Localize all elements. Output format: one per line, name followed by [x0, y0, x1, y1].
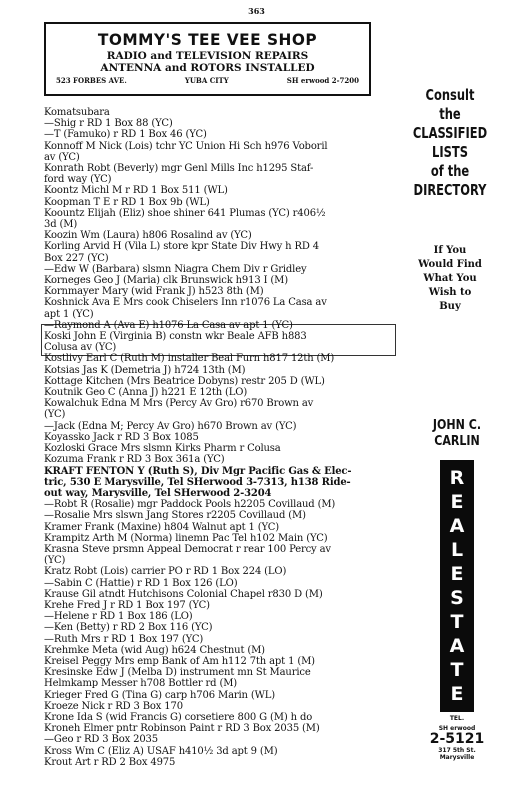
real-estate-letter: T [450, 610, 464, 633]
carlin-exchange: SH erwood [438, 725, 476, 732]
consult-line: DIRECTORY [413, 181, 487, 199]
directory-entry-line: —Helene r RD 1 Box 186 (LO) [44, 611, 193, 623]
directory-entry-line: Kross Wm C (Eliz A) USAF h410½ 3d apt 9 (M) [44, 745, 278, 757]
directory-entry-line: ford way (YC) [44, 174, 112, 186]
directory-entry-line: —Sabin C (Hattie) r RD 1 Box 126 (LO) [44, 577, 238, 589]
john-c-carlin-real-estate-ad [416, 418, 498, 761]
consult-line: Consult [425, 86, 475, 104]
directory-entry-line: KRAFT FENTON Y (Ruth S), Div Mgr Pacific Gas & Elec- [44, 465, 352, 477]
directory-entry-line: Koopman T E r RD 1 Box 9b (WL) [44, 196, 210, 208]
directory-entry-line: Kozloski Grace Mrs slsmn Kirks Pharm r Colusa [44, 443, 281, 455]
directory-entry-line: Kostlivy Earl C (Ruth M) installer Beal Furn h817 12th (M) [44, 353, 335, 365]
carlin-phone-number: 2-5121 [429, 731, 485, 747]
directory-entry-line: Helmkamp Messer h708 Bottler rd (M) [44, 678, 238, 690]
find-line: Would Find [418, 259, 482, 270]
directory-entry-line: Kotsias Jas K (Demetria J) h724 13th (M) [44, 364, 246, 376]
consult-line: CLASSIFIED [412, 124, 488, 142]
directory-entry-line: Krause Gil atndt Hutchisons Colonial Chapel r830 D (M) [44, 588, 323, 600]
directory-entry-line: out way, Marysville, Tel SHerwood 2-3204 [44, 487, 272, 499]
real-estate-letter: E [450, 562, 464, 585]
find-line: If You [433, 245, 467, 256]
directory-entry-line: Kreisel Peggy Mrs emp Bank of Am h112 7th apt 1 (M) [44, 655, 315, 667]
directory-entry-line: apt 1 (YC) [44, 308, 94, 320]
carlin-street: 317 5th St. [438, 747, 476, 754]
directory-entry-line: Krout Art r RD 2 Box 4975 [44, 756, 176, 768]
directory-listing [44, 107, 396, 768]
find-line: Buy [439, 301, 461, 312]
directory-entry-line: Kroeze Nick r RD 3 Box 170 [44, 700, 183, 712]
directory-entry-line: —Jack (Edna M; Percy Av Gro) h670 Brown av (YC) [44, 420, 297, 432]
directory-entry-line: Koutnik Geo C (Anna J) h221 E 12th (LO) [44, 387, 248, 399]
directory-entry-line: —Robt R (Rosalie) mgr Paddock Pools h2205 Covillaud (M) [44, 499, 336, 511]
consult-line: of the [430, 162, 470, 180]
directory-entry-line: Konnoff M Nick (Lois) tchr YC Union Hi Sch h976 Voboril [44, 140, 328, 152]
real-estate-letter: E [450, 490, 464, 513]
directory-entry-line: Colusa av (YC) [44, 342, 117, 354]
real-estate-letter: A [449, 634, 465, 657]
directory-entry-line: Krampitz Arth M (Norma) linemn Pac Tel h102 Main (YC) [44, 532, 328, 544]
consult-classified-text [410, 86, 490, 200]
directory-entry-line: Kresinske Edw J (Melba D) instrument mn St Maurice [44, 667, 311, 679]
classified-directory-ad [403, 86, 497, 314]
directory-entry-line: av (YC) [44, 151, 80, 163]
ad-address: 523 FORBES AVE. [56, 76, 127, 85]
directory-entry-line: —Raymond A (Ava E) h1076 La Casa av apt 1 (YC) [44, 319, 293, 331]
carlin-name-2: CARLIN [434, 434, 480, 449]
find-line: What You [423, 273, 477, 284]
directory-entry-line: Koozin Wm (Laura) h806 Rosalind av (YC) [44, 230, 252, 242]
real-estate-letter: L [450, 538, 464, 561]
ad-line-1: RADIO and TELEVISION REPAIRS [106, 50, 309, 62]
carlin-city: Marysville [439, 754, 475, 761]
directory-entry-line: Kramer Frank (Maxine) h804 Walnut apt 1 (YC) [44, 521, 280, 533]
directory-entry-line: Box 227 (YC) [44, 252, 109, 264]
directory-entry-line: Krieger Fred G (Tina G) carp h706 Marin (WL) [44, 689, 275, 701]
tommys-tee-vee-shop-ad [44, 22, 371, 96]
directory-entry-line: Koontz Michl M r RD 1 Box 511 (WL) [44, 185, 228, 197]
directory-entry-line: Kratz Robt (Lois) carrier PO r RD 1 Box 224 (LO) [44, 566, 287, 578]
directory-entry-line: 3d (M) [44, 219, 78, 231]
directory-entry-line: —Edw W (Barbara) slsmn Niagra Chem Div r Gridley [44, 263, 307, 275]
directory-entry-line: Koyassko Jack r RD 3 Box 1085 [44, 431, 199, 443]
directory-entry-line: (YC) [44, 409, 66, 421]
ad-line-2: ANTENNA and ROTORS INSTALLED [100, 62, 315, 74]
page-number: 363 [248, 6, 265, 16]
directory-entry-line: Kroneh Elmer pntr Robinson Paint r RD 3 Box 2035 (M) [44, 723, 320, 735]
directory-entry-line: Krone Ida S (wid Francis G) corsetiere 800 G (M) h do [44, 711, 313, 723]
carlin-name-1: JOHN C. [432, 418, 482, 433]
if-you-would-find-text [403, 244, 497, 314]
directory-entry-line: Konrath Robt (Beverly) mgr Genl Mills Inc h1295 Staf- [44, 163, 314, 175]
consult-line: LISTS [432, 143, 468, 161]
directory-entry-line: —Ken (Betty) r RD 2 Box 116 (YC) [44, 622, 213, 634]
ad-phone: SH erwood 2-7200 [286, 76, 359, 85]
directory-entry-line: (YC) [44, 555, 66, 567]
directory-entry-line: Koski John E (Virginia B) constn wkr Beale AFB h883 [44, 331, 307, 343]
consult-line: the [439, 105, 461, 123]
directory-entry-line: —T (Famuko) r RD 1 Box 46 (YC) [44, 129, 207, 141]
directory-entry-line: Koshnick Ava E Mrs cook Chiselers Inn r1076 La Casa av [44, 297, 327, 309]
ad-contact-row [46, 76, 369, 85]
directory-entry-line: Krasna Steve prsmn Appeal Democrat r rear 100 Percy av [44, 543, 331, 555]
real-estate-letter: E [450, 682, 464, 705]
carlin-tel-label: TEL. [449, 715, 465, 722]
directory-entry-line: Krehmke Meta (wid Aug) h624 Chestnut (M) [44, 644, 265, 656]
directory-entry-line: —Rosalie Mrs slswn Jang Stores r2205 Covillaud (M) [44, 510, 306, 522]
directory-entry-line: Korling Arvid H (Vila L) store kpr State Div Hwy h RD 4 [44, 241, 319, 253]
find-line: Wish to [428, 287, 472, 298]
real-estate-vertical-bar [440, 460, 474, 712]
ad-title: TOMMY'S TEE VEE SHOP [97, 30, 318, 49]
directory-entry-line: Kozuma Frank r RD 3 Box 361a (YC) [44, 454, 225, 466]
directory-entry-line: Komatsubara [44, 107, 110, 118]
directory-entry-line: Koountz Elijah (Eliz) shoe shiner 641 Plumas (YC) r406½ [44, 207, 326, 219]
directory-entry-line: Korneges Geo J (Maria) clk Brunswick h913 I (M) [44, 275, 289, 287]
directory-entry-line: Kowalchuk Edna M Mrs (Percy Av Gro) r670 Brown av [44, 398, 314, 410]
directory-entry-line: Kornmayer Mary (wid Frank J) h523 8th (M) [44, 286, 264, 298]
directory-entry-line: Kottage Kitchen (Mrs Beatrice Dobyns) restr 205 D (WL) [44, 375, 325, 387]
directory-entry-line: —Shig r RD 1 Box 88 (YC) [44, 118, 173, 130]
real-estate-letter: R [449, 466, 465, 489]
real-estate-letter: A [449, 514, 465, 537]
directory-entry-line: Krehe Fred J r RD 1 Box 197 (YC) [44, 599, 210, 611]
directory-entry-line: —Ruth Mrs r RD 1 Box 197 (YC) [44, 633, 204, 645]
ad-city: YUBA CITY [184, 76, 229, 85]
directory-entry-line: tric, 530 E Marysville, Tel SHerwood 3-7313, h138 Ride- [44, 476, 351, 488]
directory-entry-line: —Geo r RD 3 Box 2035 [44, 734, 158, 746]
real-estate-letter: S [450, 586, 464, 609]
real-estate-letter: T [450, 658, 464, 681]
